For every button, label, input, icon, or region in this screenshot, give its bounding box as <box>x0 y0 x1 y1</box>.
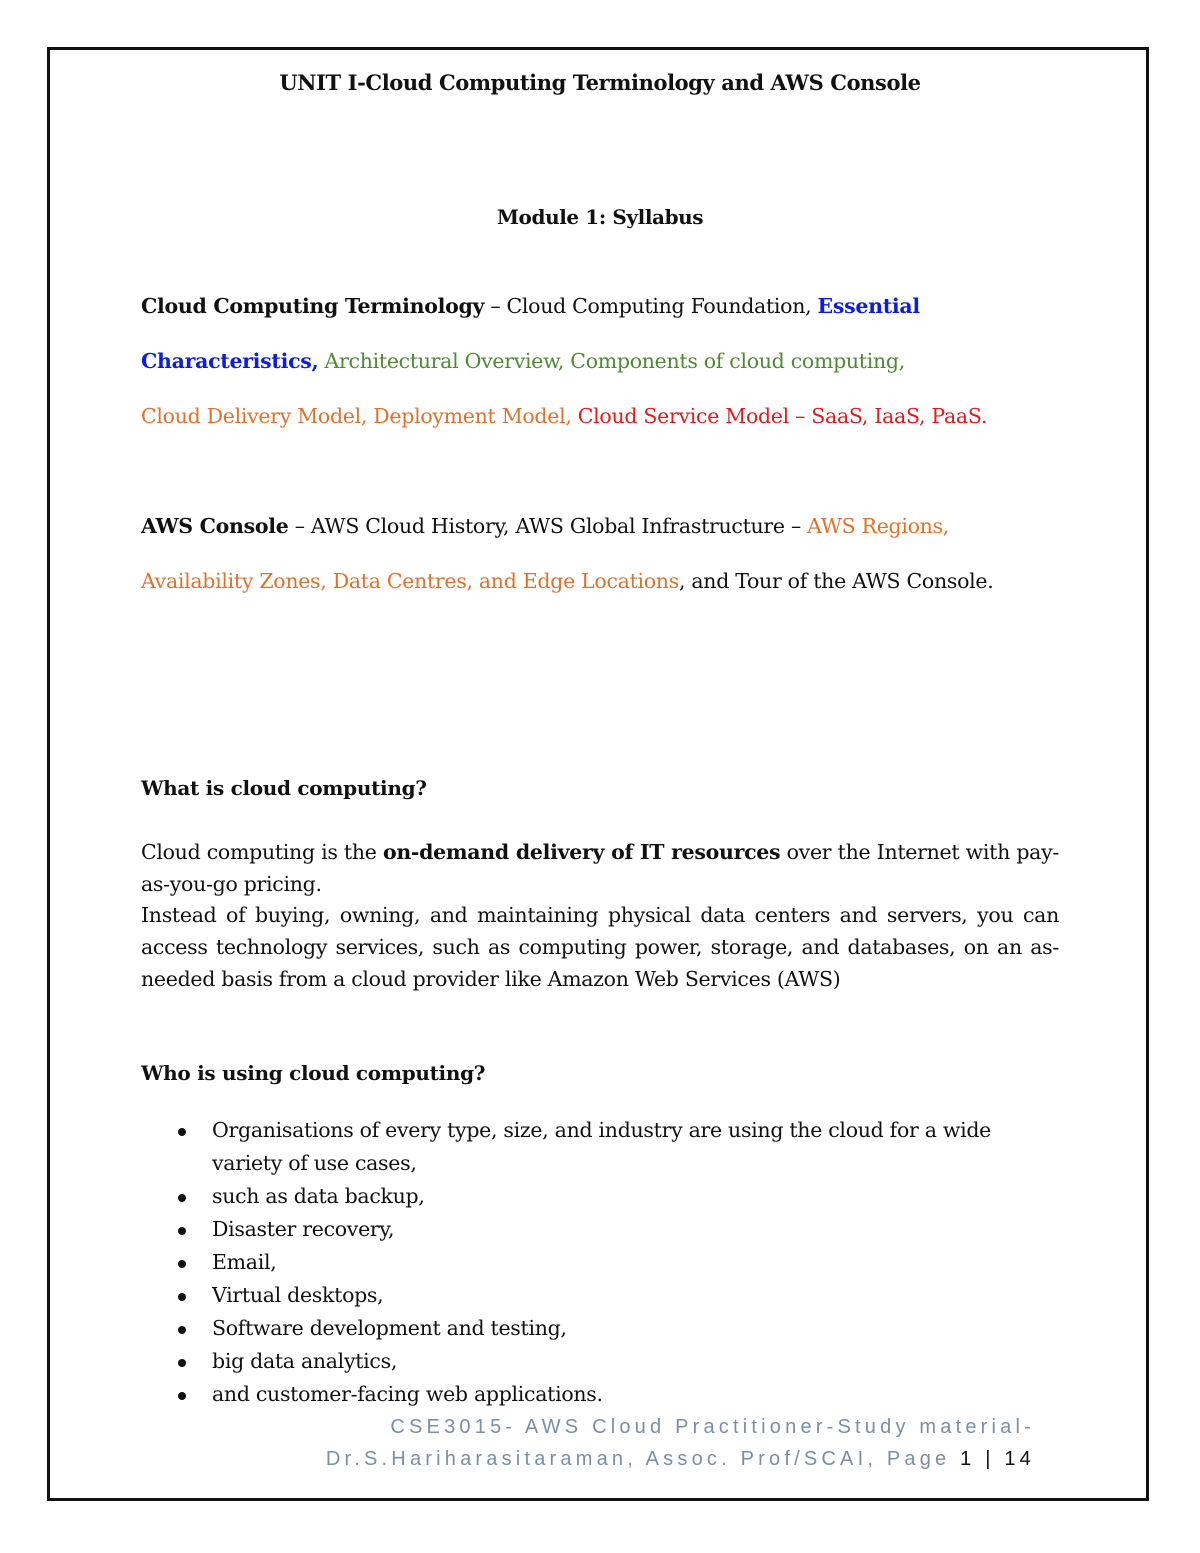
who-heading: Who is using cloud computing? <box>141 1061 486 1085</box>
what-heading: What is cloud computing? <box>141 776 427 800</box>
bullet-icon <box>178 1392 186 1400</box>
bullet-icon <box>178 1293 186 1301</box>
terminology-service-model: Cloud Service Model – SaaS, IaaS, PaaS. <box>577 404 988 428</box>
bullet-icon <box>178 1326 186 1334</box>
module-heading: Module 1: Syllabus <box>496 205 704 229</box>
list-item <box>141 1213 1061 1246</box>
footer-line-1: CSE3015- AWS Cloud Practitioner-Study material- <box>390 1416 1035 1438</box>
console-regions: AWS Regions, Availability Zones, Data Centres, and Edge Locations <box>141 514 949 593</box>
use-case-list <box>141 1114 1061 1411</box>
what-paragraph-2: Instead of buying, owning, and maintaining physical data centers and servers, you can access technology services, such as computing power, storage, and databases, on an as-needed basis from a cloud provider like Amazon Web Services (AWS) <box>141 903 1059 991</box>
console-tour: , and Tour of the AWS Console. <box>678 569 994 593</box>
list-item-text: Organisations of every type, size, and industry are using the cloud for a wide variety of use cases, <box>212 1118 992 1175</box>
document-title: UNIT I-Cloud Computing Terminology and AWS Console <box>279 70 921 95</box>
list-item-text: Software development and testing, <box>212 1316 567 1340</box>
page-footer <box>326 1411 1035 1475</box>
terminology-foundation: Cloud Computing Foundation, <box>506 294 818 318</box>
list-item <box>141 1246 1061 1279</box>
bullet-icon <box>178 1227 186 1235</box>
terminology-delivery: Cloud Delivery Model, Deployment Model, <box>141 404 578 428</box>
page-number: 1 | 14 <box>960 1448 1035 1470</box>
list-item-text: Disaster recovery, <box>212 1217 395 1241</box>
footer-author: Dr.S.Hariharasitaraman, Assoc. Prof/SCAI, Page <box>325 1448 961 1470</box>
what-p1-bold: on-demand delivery of IT resources <box>382 840 781 864</box>
what-p1-end: over the Internet with pay-as-you-go pricing. <box>141 840 1059 896</box>
list-item <box>141 1312 1061 1345</box>
what-p1-start: Cloud computing is the <box>141 840 383 864</box>
list-item-text: big data analytics, <box>212 1349 398 1373</box>
console-label: AWS Console <box>141 514 289 538</box>
list-item <box>141 1114 1061 1180</box>
bullet-icon <box>178 1260 186 1268</box>
what-paragraph-1 <box>141 837 1059 900</box>
list-item-text: and customer-facing web applications. <box>212 1382 603 1406</box>
what-body <box>141 837 1059 996</box>
list-item-text: Virtual desktops, <box>212 1283 384 1307</box>
terminology-dash: – <box>484 294 507 318</box>
bullet-icon <box>178 1194 186 1202</box>
list-item-text: Email, <box>212 1250 277 1274</box>
list-item-text: such as data backup, <box>212 1184 425 1208</box>
terminology-essential: Essential Characteristics, <box>141 294 920 373</box>
bullet-icon <box>178 1359 186 1367</box>
console-history: – AWS Cloud History, AWS Global Infrastructure – <box>288 514 808 538</box>
list-item <box>141 1345 1061 1378</box>
syllabus-console-paragraph <box>141 499 1061 609</box>
bullet-icon <box>178 1128 186 1136</box>
syllabus-terminology-paragraph <box>141 279 1061 444</box>
terminology-label: Cloud Computing Terminology <box>141 294 485 318</box>
terminology-architecture: Architectural Overview, Components of cloud computing, <box>318 349 905 373</box>
list-item <box>141 1279 1061 1312</box>
footer-line-2 <box>326 1443 1035 1475</box>
list-item <box>141 1378 1061 1411</box>
list-item <box>141 1180 1061 1213</box>
